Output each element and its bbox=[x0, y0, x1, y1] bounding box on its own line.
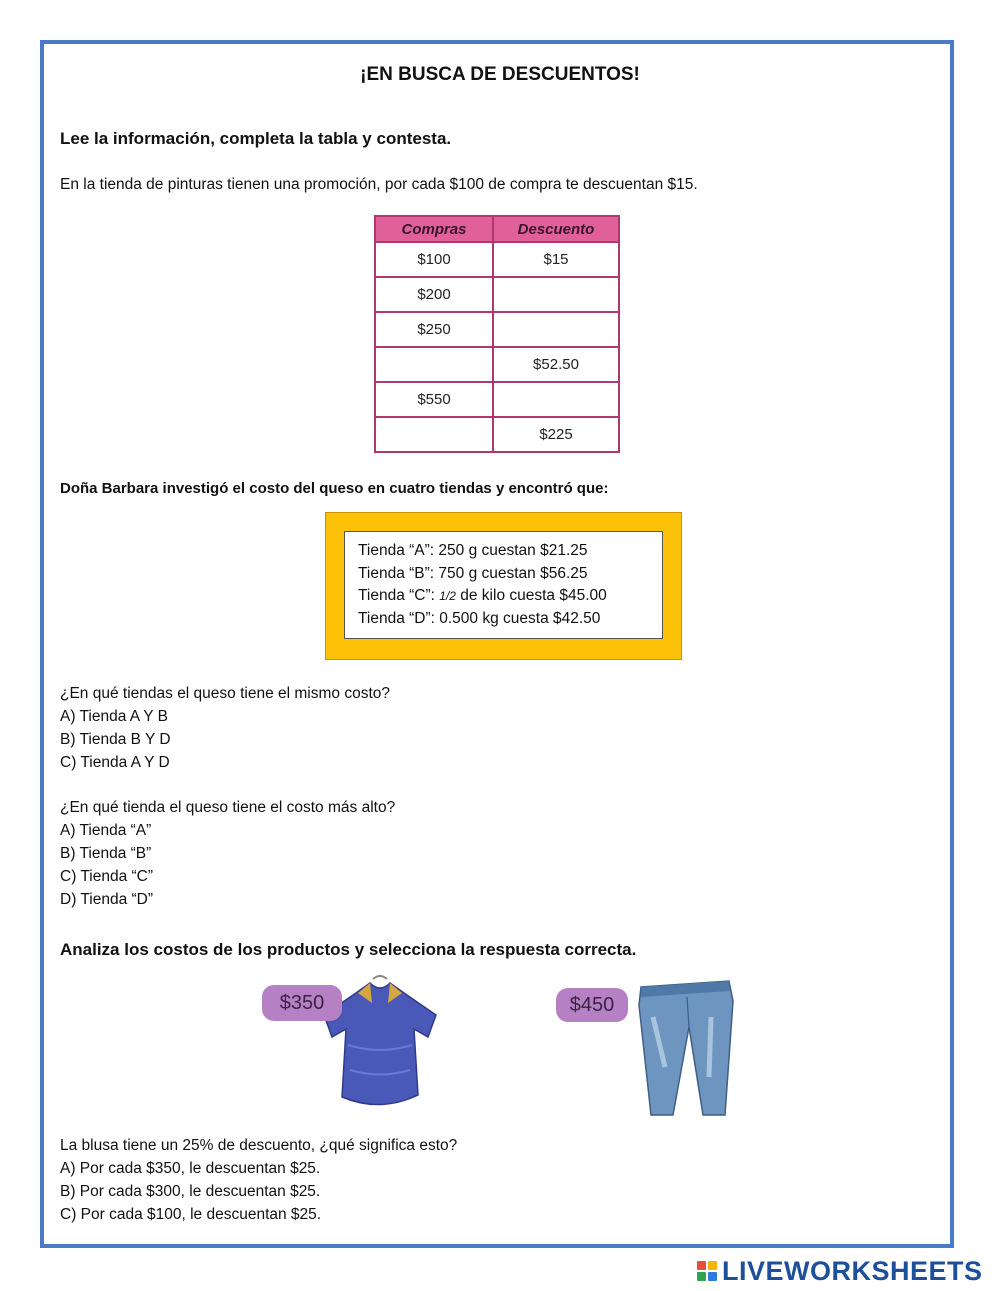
section1-heading: Lee la información, completa la tabla y contesta. bbox=[60, 129, 452, 148]
cell-compras: $200 bbox=[375, 277, 493, 312]
header-descuento: Descuento bbox=[493, 216, 619, 242]
question-3 bbox=[60, 1134, 457, 1226]
cell-compras-input[interactable] bbox=[375, 347, 493, 382]
table-header-row bbox=[375, 216, 619, 242]
option-item[interactable]: A) Por cada $350, le descuentan $25. bbox=[60, 1160, 321, 1177]
logo-text: LIVEWORKSHEETS bbox=[722, 1255, 983, 1286]
cell-compras: $550 bbox=[375, 382, 493, 417]
worksheet-title: ¡EN BUSCA DE DESCUENTOS! bbox=[360, 64, 640, 85]
jeans-image bbox=[633, 977, 738, 1117]
question-2 bbox=[60, 796, 395, 911]
table-row bbox=[375, 277, 619, 312]
option-item[interactable]: C) Tienda A Y D bbox=[60, 754, 170, 771]
table-row bbox=[375, 417, 619, 452]
store-c-suffix: de kilo cuesta $45.00 bbox=[455, 587, 607, 604]
half-fraction: 1/2 bbox=[439, 589, 456, 603]
cell-compras: $100 bbox=[375, 242, 493, 277]
option-item[interactable]: B) Tienda B Y D bbox=[60, 731, 171, 748]
option-item[interactable]: A) Tienda “A” bbox=[60, 822, 152, 839]
logo-grid-icon bbox=[697, 1261, 717, 1281]
table-row bbox=[375, 242, 619, 277]
option-item[interactable]: C) Tienda “C” bbox=[60, 868, 154, 885]
option-item[interactable]: B) Por cada $300, le descuentan $25. bbox=[60, 1183, 321, 1200]
cell-compras-input[interactable] bbox=[375, 417, 493, 452]
question-1-text: ¿En qué tiendas el queso tiene el mismo costo? bbox=[60, 685, 390, 702]
table-row bbox=[375, 382, 619, 417]
discount-table bbox=[374, 215, 620, 453]
table-row bbox=[375, 312, 619, 347]
cell-descuento-input[interactable] bbox=[493, 312, 619, 347]
store-c-line bbox=[358, 585, 662, 608]
header-compras: Compras bbox=[375, 216, 493, 242]
blouse-price-tag: $350 bbox=[262, 985, 342, 1021]
cheese-info-content bbox=[344, 531, 663, 639]
cheese-info-box bbox=[325, 512, 682, 660]
store-a-line: Tienda “A”: 250 g cuestan $21.25 bbox=[358, 542, 588, 559]
option-item[interactable]: A) Tienda A Y B bbox=[60, 708, 169, 725]
store-c-prefix: Tienda “C”: bbox=[358, 587, 440, 604]
cell-descuento: $15 bbox=[493, 242, 619, 277]
cell-descuento-input[interactable] bbox=[493, 277, 619, 312]
cell-compras: $250 bbox=[375, 312, 493, 347]
section2-heading: Doña Barbara investigó el costo del queso en cuatro tiendas y encontró que: bbox=[60, 480, 609, 497]
cell-descuento: $52.50 bbox=[493, 347, 619, 382]
jeans-price-tag: $450 bbox=[556, 988, 628, 1022]
store-d-line: Tienda “D”: 0.500 kg cuesta $42.50 bbox=[358, 609, 601, 627]
question-2-text: ¿En qué tienda el queso tiene el costo más alto? bbox=[60, 799, 396, 816]
option-item[interactable]: D) Tienda “D” bbox=[60, 891, 154, 908]
table-row bbox=[375, 347, 619, 382]
liveworksheets-logo bbox=[697, 1255, 983, 1287]
cell-descuento: $225 bbox=[493, 417, 619, 452]
option-item[interactable]: B) Tienda “B” bbox=[60, 845, 152, 862]
store-b-line: Tienda “B”: 750 g cuestan $56.25 bbox=[358, 564, 588, 582]
section3-heading: Analiza los costos de los productos y selecciona la respuesta correcta. bbox=[60, 940, 637, 959]
question-1 bbox=[60, 682, 390, 774]
option-item[interactable]: C) Por cada $100, le descuentan $25. bbox=[60, 1206, 322, 1223]
promo-text: En la tienda de pinturas tienen una promoción, por cada $100 de compra te descuentan $15. bbox=[60, 176, 698, 193]
question-3-text: La blusa tiene un 25% de descuento, ¿qué significa esto? bbox=[60, 1137, 458, 1154]
cell-descuento-input[interactable] bbox=[493, 382, 619, 417]
